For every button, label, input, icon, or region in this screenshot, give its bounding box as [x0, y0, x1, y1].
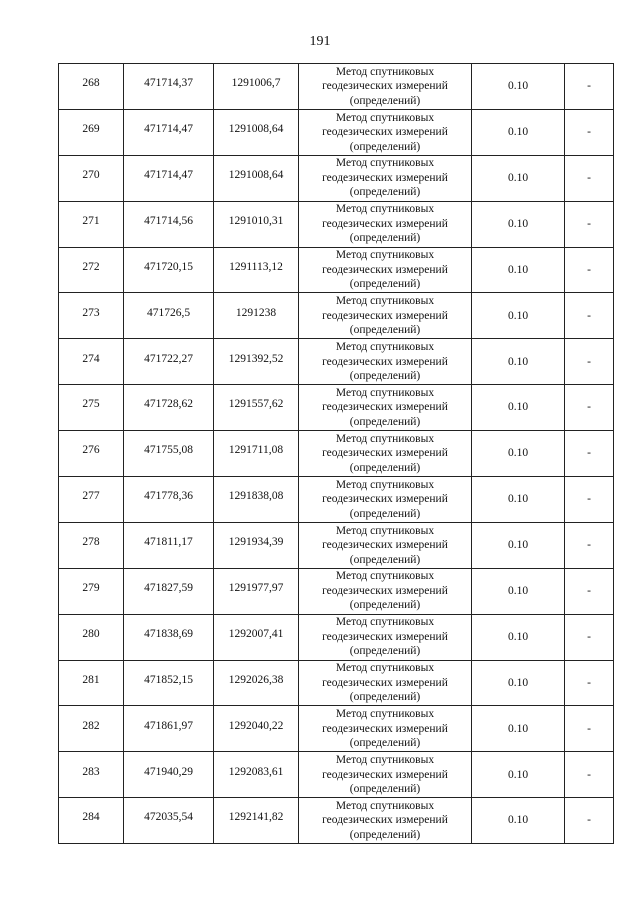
- y-coordinate-cell: [214, 614, 299, 660]
- y-coordinate-cell-text: 1291008,64: [228, 123, 284, 136]
- point-number-cell: [59, 247, 124, 293]
- method-line: Метод спутниковых: [335, 341, 435, 354]
- table-row: [59, 752, 614, 798]
- extra-cell: -: [565, 568, 614, 614]
- accuracy-cell: 0.10: [472, 339, 565, 385]
- point-number-cell: [59, 201, 124, 247]
- method-line: (определений): [349, 645, 421, 658]
- method-line: геодезических измерений: [322, 630, 448, 643]
- coordinates-table: [58, 63, 614, 844]
- point-number-cell: [59, 477, 124, 523]
- x-coordinate-cell-text: 471720,15: [144, 260, 193, 273]
- x-coordinate-cell-text: 471861,97: [144, 719, 193, 732]
- method-line: геодезических измерений: [322, 493, 448, 506]
- method-line: (определений): [349, 553, 421, 566]
- point-number-cell-text: 279: [82, 581, 100, 594]
- x-coordinate-cell-text: 471726,5: [146, 306, 191, 319]
- extra-cell: -: [565, 477, 614, 523]
- x-coordinate-cell: [124, 385, 214, 431]
- y-coordinate-cell: [214, 64, 299, 110]
- point-number-cell-text: 276: [82, 444, 100, 457]
- method-line: Метод спутниковых: [335, 799, 435, 812]
- point-number-cell-text: 283: [82, 765, 100, 778]
- x-coordinate-cell: [124, 614, 214, 660]
- y-coordinate-cell-text: 1291838,08: [228, 490, 284, 503]
- y-coordinate-cell-text: 1291392,52: [228, 352, 284, 365]
- x-coordinate-cell: [124, 109, 214, 155]
- point-number-cell-text: 268: [82, 77, 100, 90]
- point-number-cell-text: 273: [82, 306, 100, 319]
- x-coordinate-cell: [124, 431, 214, 477]
- extra-cell: -: [565, 660, 614, 706]
- method-line: (определений): [349, 324, 421, 337]
- point-number-cell-text: 274: [82, 352, 100, 365]
- point-number-cell: [59, 522, 124, 568]
- y-coordinate-cell-text: 1292083,61: [228, 765, 284, 778]
- y-coordinate-cell: [214, 522, 299, 568]
- table-row: [59, 706, 614, 752]
- point-number-cell-text: 275: [82, 398, 100, 411]
- table-row: [59, 522, 614, 568]
- accuracy-cell: 0.10: [472, 201, 565, 247]
- accuracy-cell: 0.10: [472, 706, 565, 752]
- method-line: (определений): [349, 94, 421, 107]
- method-line: (определений): [349, 507, 421, 520]
- method-line: Метод спутниковых: [335, 203, 435, 216]
- method-cell: [299, 247, 472, 293]
- method-line: Метод спутниковых: [335, 65, 435, 78]
- accuracy-cell: 0.10: [472, 522, 565, 568]
- y-coordinate-cell-text: 1291238: [235, 306, 277, 319]
- x-coordinate-cell: [124, 339, 214, 385]
- method-line: (определений): [349, 783, 421, 796]
- method-line: (определений): [349, 186, 421, 199]
- method-cell: [299, 431, 472, 477]
- method-cell: [299, 339, 472, 385]
- y-coordinate-cell-text: 1291008,64: [228, 168, 284, 181]
- y-coordinate-cell: [214, 798, 299, 844]
- y-coordinate-cell: [214, 109, 299, 155]
- y-coordinate-cell: [214, 431, 299, 477]
- point-number-cell-text: 280: [82, 627, 100, 640]
- page-number: 191: [309, 34, 331, 49]
- accuracy-cell: 0.10: [472, 660, 565, 706]
- extra-cell: -: [565, 798, 614, 844]
- point-number-cell-text: 269: [82, 123, 100, 136]
- extra-cell: -: [565, 706, 614, 752]
- y-coordinate-cell-text: 1291934,39: [228, 536, 284, 549]
- method-line: геодезических измерений: [322, 676, 448, 689]
- method-line: геодезических измерений: [322, 355, 448, 368]
- table-row: [59, 339, 614, 385]
- point-number-cell: [59, 64, 124, 110]
- table-row: [59, 201, 614, 247]
- extra-cell: -: [565, 431, 614, 477]
- table-row: [59, 614, 614, 660]
- method-line: геодезических измерений: [322, 447, 448, 460]
- method-line: Метод спутниковых: [335, 708, 435, 721]
- method-line: Метод спутниковых: [335, 111, 435, 124]
- method-line: Метод спутниковых: [335, 524, 435, 537]
- table-row: [59, 568, 614, 614]
- y-coordinate-cell-text: 1291113,12: [229, 260, 283, 273]
- y-coordinate-cell: [214, 339, 299, 385]
- y-coordinate-cell: [214, 477, 299, 523]
- method-line: Метод спутниковых: [335, 157, 435, 170]
- method-line: геодезических измерений: [322, 584, 448, 597]
- point-number-cell: [59, 660, 124, 706]
- y-coordinate-cell-text: 1291711,08: [228, 444, 284, 457]
- method-line: геодезических измерений: [322, 263, 448, 276]
- method-cell: [299, 293, 472, 339]
- method-line: (определений): [349, 461, 421, 474]
- x-coordinate-cell: [124, 477, 214, 523]
- y-coordinate-cell: [214, 155, 299, 201]
- point-number-cell: [59, 109, 124, 155]
- method-line: (определений): [349, 140, 421, 153]
- y-coordinate-cell-text: 1291006,7: [231, 77, 281, 90]
- x-coordinate-cell-text: 471722,27: [144, 352, 193, 365]
- y-coordinate-cell-text: 1292007,41: [228, 627, 284, 640]
- method-cell: [299, 477, 472, 523]
- method-cell: [299, 706, 472, 752]
- extra-cell: -: [565, 752, 614, 798]
- coordinates-table-body: [59, 64, 614, 844]
- accuracy-cell: 0.10: [472, 247, 565, 293]
- x-coordinate-cell-text: 471838,69: [144, 627, 193, 640]
- method-cell: [299, 568, 472, 614]
- method-cell: [299, 201, 472, 247]
- method-line: (определений): [349, 232, 421, 245]
- method-line: геодезических измерений: [322, 309, 448, 322]
- point-number-cell-text: 282: [82, 719, 100, 732]
- x-coordinate-cell: [124, 798, 214, 844]
- method-line: Метод спутниковых: [335, 386, 435, 399]
- table-row: [59, 385, 614, 431]
- extra-cell: -: [565, 201, 614, 247]
- y-coordinate-cell: [214, 385, 299, 431]
- method-line: геодезических измерений: [322, 126, 448, 139]
- method-line: (определений): [349, 278, 421, 291]
- y-coordinate-cell: [214, 706, 299, 752]
- x-coordinate-cell-text: 471714,56: [144, 214, 193, 227]
- method-line: геодезических измерений: [322, 80, 448, 93]
- method-line: Метод спутниковых: [335, 295, 435, 308]
- extra-cell: -: [565, 339, 614, 385]
- point-number-cell: [59, 706, 124, 752]
- table-row: [59, 293, 614, 339]
- x-coordinate-cell: [124, 155, 214, 201]
- extra-cell: -: [565, 247, 614, 293]
- x-coordinate-cell: [124, 660, 214, 706]
- point-number-cell-text: 278: [82, 536, 100, 549]
- y-coordinate-cell: [214, 247, 299, 293]
- x-coordinate-cell-text: 471728,62: [144, 398, 193, 411]
- y-coordinate-cell-text: 1292141,82: [228, 811, 284, 824]
- point-number-cell: [59, 431, 124, 477]
- x-coordinate-cell-text: 471852,15: [144, 673, 193, 686]
- y-coordinate-cell-text: 1292026,38: [228, 673, 284, 686]
- method-line: геодезических измерений: [322, 217, 448, 230]
- point-number-cell: [59, 155, 124, 201]
- x-coordinate-cell-text: 471714,47: [144, 123, 193, 136]
- y-coordinate-cell-text: 1291010,31: [228, 214, 284, 227]
- method-cell: [299, 798, 472, 844]
- accuracy-cell: 0.10: [472, 752, 565, 798]
- x-coordinate-cell: [124, 64, 214, 110]
- extra-cell: -: [565, 155, 614, 201]
- y-coordinate-cell: [214, 293, 299, 339]
- method-line: геодезических измерений: [322, 171, 448, 184]
- accuracy-cell: 0.10: [472, 798, 565, 844]
- table-row: [59, 431, 614, 477]
- point-number-cell-text: 270: [82, 168, 100, 181]
- table-row: [59, 247, 614, 293]
- extra-cell: -: [565, 522, 614, 568]
- method-line: (определений): [349, 415, 421, 428]
- point-number-cell-text: 284: [82, 811, 100, 824]
- method-line: Метод спутниковых: [335, 662, 435, 675]
- method-line: геодезических измерений: [322, 539, 448, 552]
- point-number-cell: [59, 568, 124, 614]
- point-number-cell: [59, 614, 124, 660]
- table-row: [59, 477, 614, 523]
- point-number-cell-text: 271: [82, 214, 100, 227]
- method-line: геодезических измерений: [322, 722, 448, 735]
- x-coordinate-cell-text: 472035,54: [144, 811, 193, 824]
- method-line: (определений): [349, 691, 421, 704]
- method-cell: [299, 109, 472, 155]
- x-coordinate-cell-text: 471755,08: [144, 444, 193, 457]
- extra-cell: -: [565, 64, 614, 110]
- x-coordinate-cell-text: 471811,17: [144, 536, 193, 549]
- accuracy-cell: 0.10: [472, 293, 565, 339]
- table-row: [59, 155, 614, 201]
- point-number-cell-text: 277: [82, 490, 100, 503]
- method-line: Метод спутниковых: [335, 249, 435, 262]
- accuracy-cell: 0.10: [472, 155, 565, 201]
- x-coordinate-cell: [124, 752, 214, 798]
- method-cell: [299, 660, 472, 706]
- y-coordinate-cell: [214, 660, 299, 706]
- table-row: [59, 660, 614, 706]
- y-coordinate-cell: [214, 201, 299, 247]
- method-line: Метод спутниковых: [335, 570, 435, 583]
- method-cell: [299, 385, 472, 431]
- x-coordinate-cell: [124, 247, 214, 293]
- y-coordinate-cell-text: 1291977,97: [228, 581, 284, 594]
- x-coordinate-cell: [124, 293, 214, 339]
- point-number-cell-text: 281: [82, 673, 100, 686]
- method-line: (определений): [349, 737, 421, 750]
- table-row: [59, 64, 614, 110]
- point-number-cell: [59, 293, 124, 339]
- accuracy-cell: 0.10: [472, 109, 565, 155]
- x-coordinate-cell-text: 471714,47: [144, 168, 193, 181]
- accuracy-cell: 0.10: [472, 431, 565, 477]
- method-line: (определений): [349, 599, 421, 612]
- x-coordinate-cell: [124, 568, 214, 614]
- accuracy-cell: 0.10: [472, 614, 565, 660]
- method-cell: [299, 522, 472, 568]
- method-line: геодезических измерений: [322, 401, 448, 414]
- method-cell: [299, 614, 472, 660]
- method-line: Метод спутниковых: [335, 432, 435, 445]
- point-number-cell: [59, 752, 124, 798]
- x-coordinate-cell: [124, 522, 214, 568]
- y-coordinate-cell: [214, 752, 299, 798]
- method-line: геодезических измерений: [322, 768, 448, 781]
- method-line: (определений): [349, 370, 421, 383]
- accuracy-cell: 0.10: [472, 385, 565, 431]
- x-coordinate-cell-text: 471827,59: [144, 581, 193, 594]
- accuracy-cell: 0.10: [472, 64, 565, 110]
- x-coordinate-cell: [124, 201, 214, 247]
- point-number-cell: [59, 798, 124, 844]
- point-number-cell: [59, 385, 124, 431]
- accuracy-cell: 0.10: [472, 568, 565, 614]
- method-line: (определений): [349, 828, 421, 841]
- method-line: геодезических измерений: [322, 814, 448, 827]
- table-row: [59, 109, 614, 155]
- x-coordinate-cell-text: 471714,37: [144, 77, 193, 90]
- method-line: Метод спутниковых: [335, 478, 435, 491]
- extra-cell: -: [565, 385, 614, 431]
- extra-cell: -: [565, 293, 614, 339]
- method-line: Метод спутниковых: [335, 616, 435, 629]
- x-coordinate-cell: [124, 706, 214, 752]
- method-cell: [299, 752, 472, 798]
- accuracy-cell: 0.10: [472, 477, 565, 523]
- method-cell: [299, 155, 472, 201]
- extra-cell: -: [565, 614, 614, 660]
- method-line: Метод спутниковых: [335, 754, 435, 767]
- point-number-cell: [59, 339, 124, 385]
- table-row: [59, 798, 614, 844]
- y-coordinate-cell: [214, 568, 299, 614]
- point-number-cell-text: 272: [82, 260, 100, 273]
- x-coordinate-cell-text: 471778,36: [144, 490, 193, 503]
- extra-cell: -: [565, 109, 614, 155]
- method-cell: [299, 64, 472, 110]
- y-coordinate-cell-text: 1291557,62: [228, 398, 284, 411]
- y-coordinate-cell-text: 1292040,22: [228, 719, 284, 732]
- x-coordinate-cell-text: 471940,29: [144, 765, 193, 778]
